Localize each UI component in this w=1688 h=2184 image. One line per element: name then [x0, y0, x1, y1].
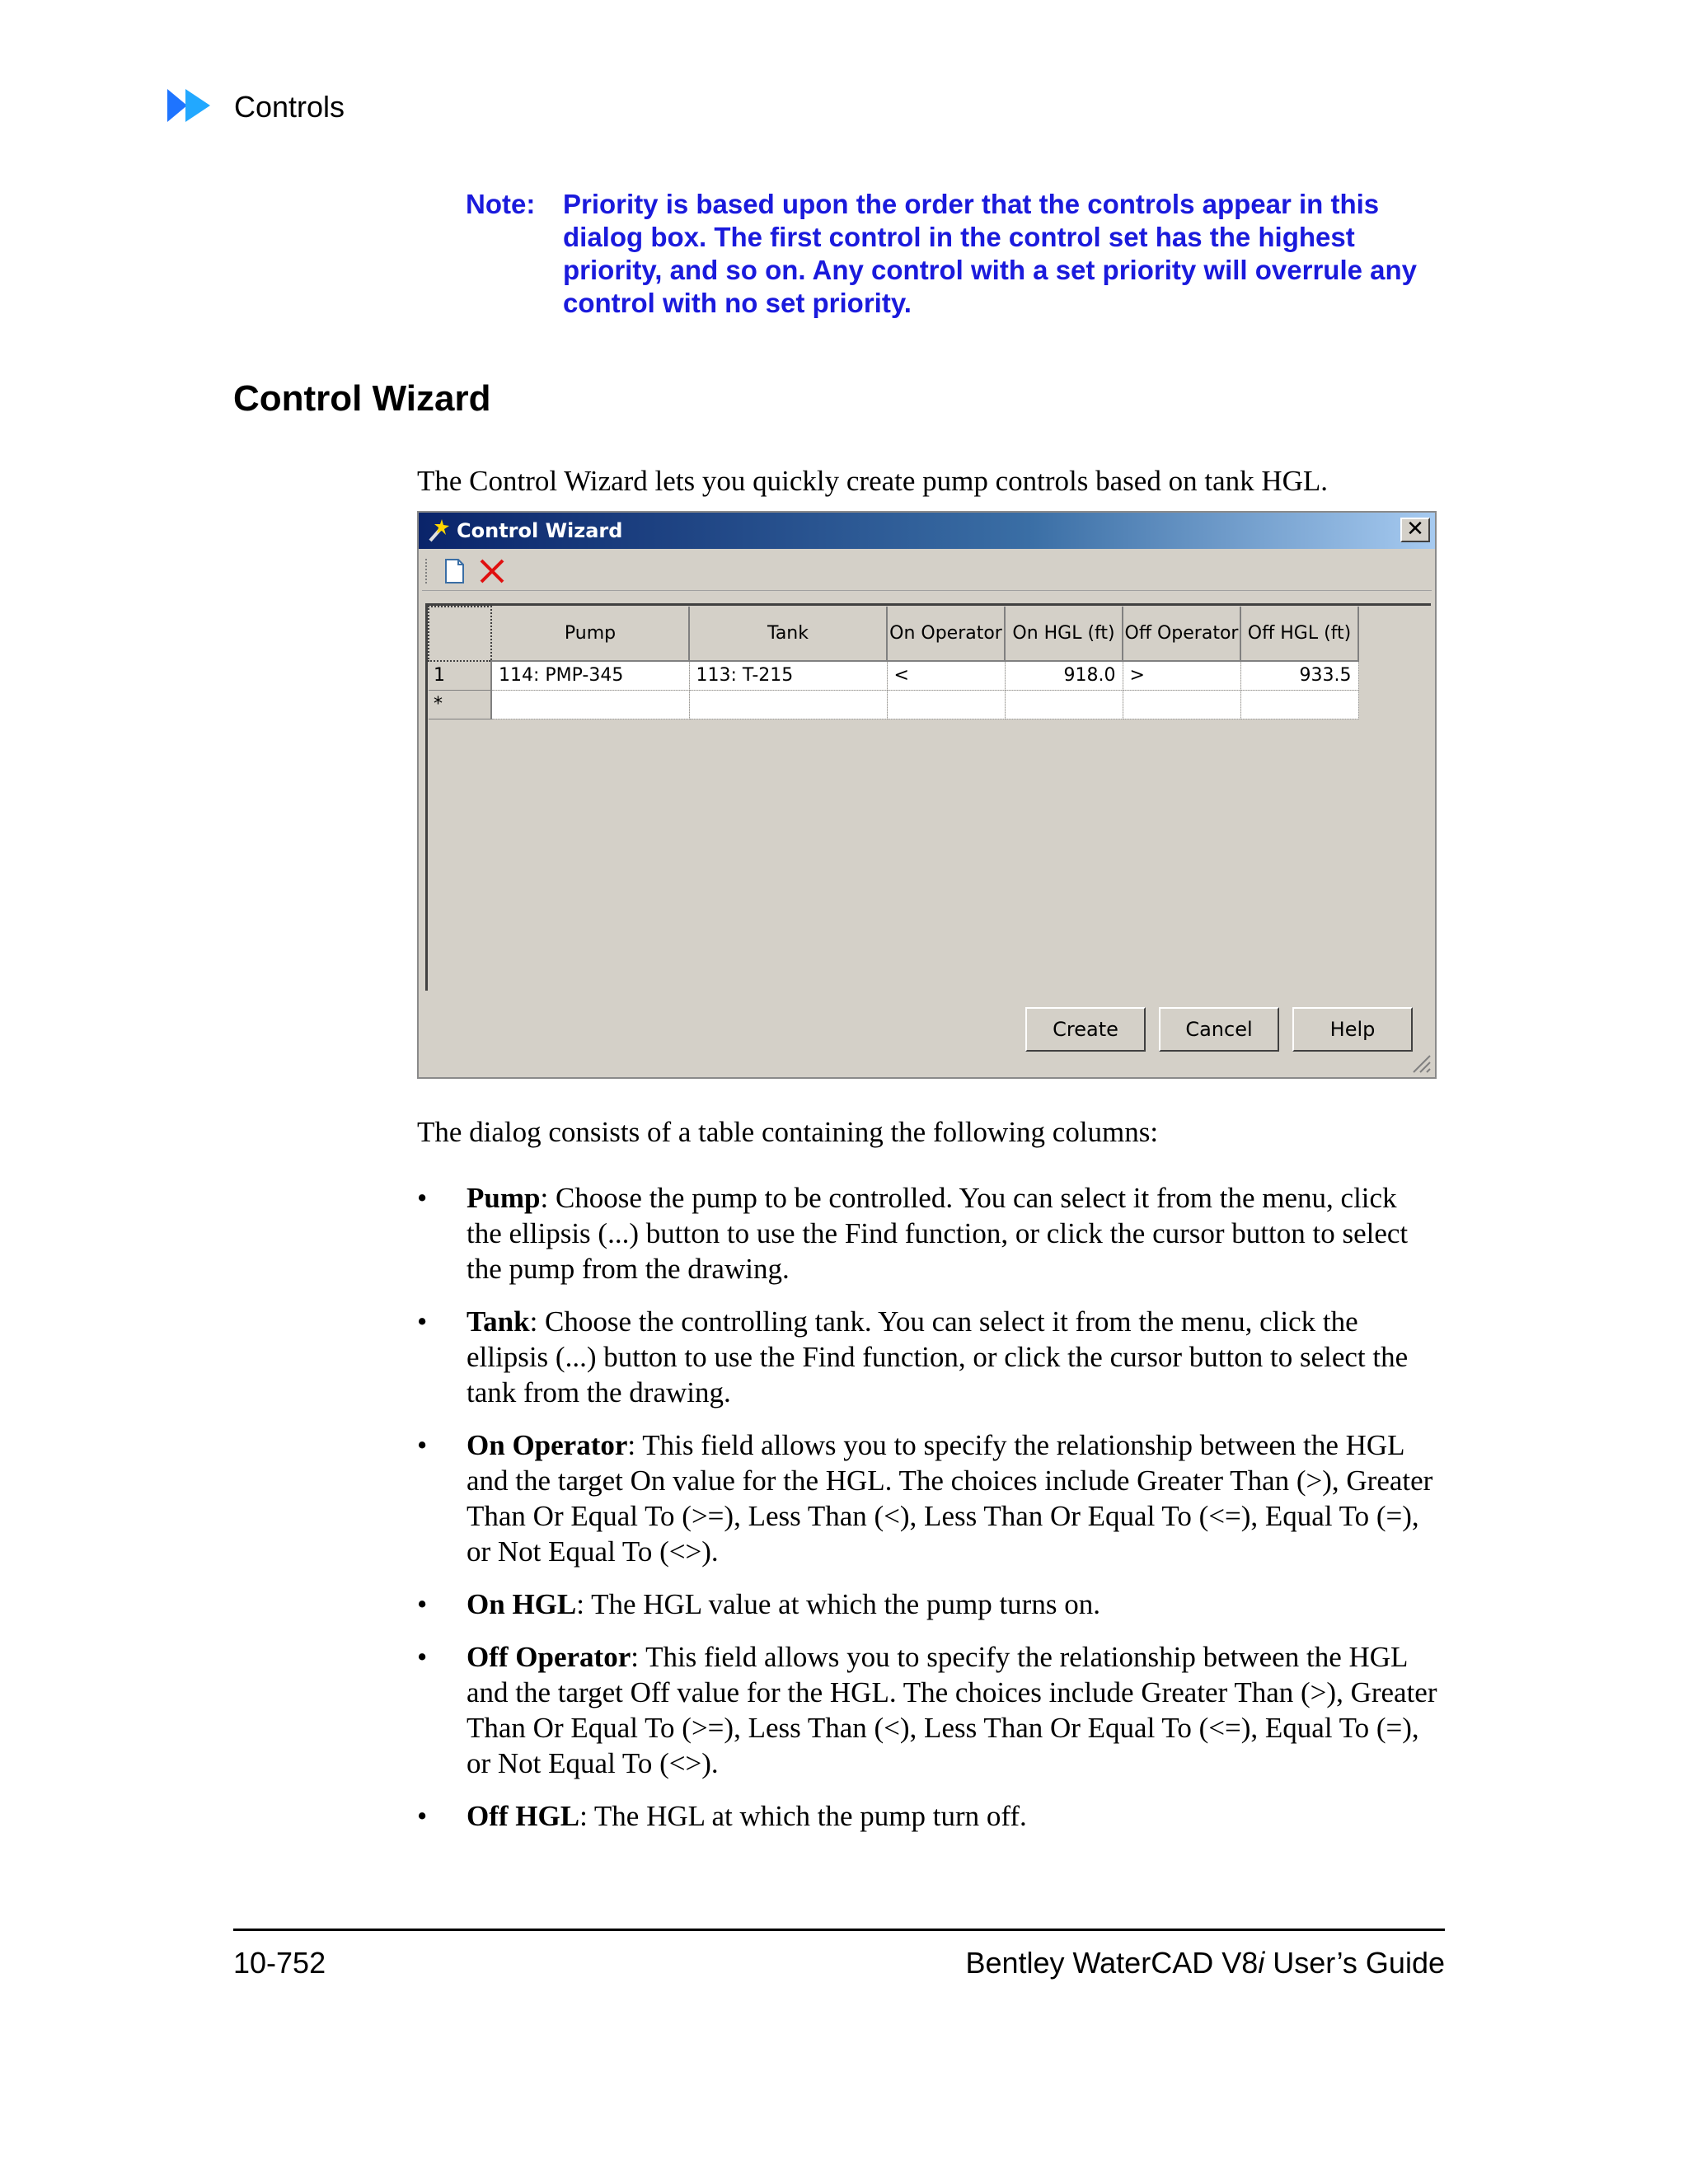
new-document-icon[interactable] — [440, 557, 468, 585]
footer-divider — [233, 1929, 1445, 1931]
list-item-term: Off HGL — [467, 1800, 580, 1832]
bullet-icon: • — [417, 1800, 428, 1832]
new-row-marker[interactable]: * — [429, 691, 491, 719]
double-arrow-icon — [167, 87, 218, 124]
list-item — [417, 1798, 1439, 1834]
on-operator-cell[interactable]: < — [887, 661, 1005, 691]
column-header-tank[interactable]: Tank — [689, 607, 887, 661]
row-header[interactable]: 1 — [429, 661, 491, 691]
pump-cell[interactable] — [491, 691, 689, 719]
running-header-title: Controls — [234, 90, 345, 124]
pump-cell[interactable]: 114: PMP-345 — [491, 661, 689, 691]
list-item-text: : This field allows you to specify the relationship between the HGL and the target Off value for the HGL. The choices include Greater Than (>), Greater Than Or Equal To (>=), Less Than (<), Less Than Or Equal To (<=), Equal To (=), or Not Equal To (<>). — [467, 1641, 1437, 1779]
guide-title-italic: i — [1258, 1946, 1265, 1980]
tank-cell[interactable] — [689, 691, 887, 719]
on-operator-cell[interactable] — [887, 691, 1005, 719]
on-hgl-cell[interactable]: 918.0 — [1005, 661, 1123, 691]
off-hgl-cell[interactable]: 933.5 — [1240, 661, 1358, 691]
control-wizard-dialog — [417, 511, 1437, 1079]
list-item — [417, 1427, 1439, 1569]
column-header-pump[interactable]: Pump — [491, 607, 689, 661]
page-number: 10-752 — [233, 1946, 326, 1980]
table-row — [429, 661, 1358, 691]
create-button[interactable]: Create — [1025, 1007, 1146, 1052]
bullet-icon: • — [417, 1588, 428, 1620]
bullet-icon: • — [417, 1305, 428, 1338]
dialog-toolbar — [422, 552, 1432, 591]
resize-grip-icon[interactable] — [1409, 1051, 1432, 1074]
close-button[interactable] — [1400, 518, 1430, 542]
list-item-term: Off Operator — [467, 1641, 631, 1673]
guide-title-suffix: User’s Guide — [1264, 1946, 1445, 1980]
new-row — [429, 691, 1358, 719]
delete-x-icon[interactable] — [478, 557, 506, 585]
list-item-text: : Choose the controlling tank. You can select it from the menu, click the ellipsis (...) button to use the Find function, or click the cursor button to select the tank from the drawing. — [467, 1305, 1409, 1408]
tank-cell[interactable]: 113: T-215 — [689, 661, 887, 691]
column-header-off-hgl[interactable]: Off HGL (ft) — [1240, 607, 1358, 661]
list-item — [417, 1180, 1439, 1286]
column-descriptions-list — [417, 1180, 1439, 1851]
list-item — [417, 1304, 1439, 1410]
wand-icon — [425, 518, 452, 544]
list-item-term: On HGL — [467, 1588, 577, 1620]
dialog-title: Control Wizard — [457, 519, 623, 542]
column-header-on-hgl[interactable]: On HGL (ft) — [1005, 607, 1123, 661]
toolbar-grip[interactable] — [425, 559, 430, 583]
column-header-off-operator[interactable]: Off Operator — [1123, 607, 1240, 661]
list-item — [417, 1586, 1439, 1622]
controls-grid — [425, 603, 1431, 991]
cancel-button[interactable]: Cancel — [1159, 1007, 1279, 1052]
bullet-icon: • — [417, 1182, 428, 1214]
guide-title-prefix: Bentley WaterCAD V8 — [965, 1946, 1259, 1980]
dialog-titlebar[interactable] — [419, 513, 1435, 549]
close-icon: ✕ — [1406, 517, 1424, 541]
on-hgl-cell[interactable] — [1005, 691, 1123, 719]
guide-title — [965, 1945, 1445, 1981]
off-operator-cell[interactable] — [1123, 691, 1240, 719]
list-item-term: Tank — [467, 1305, 530, 1338]
note-label: Note: — [466, 189, 536, 219]
list-item — [417, 1639, 1439, 1781]
bullet-icon: • — [417, 1641, 428, 1673]
list-item-term: On Operator — [467, 1429, 628, 1461]
grid-corner[interactable] — [429, 607, 491, 661]
list-item-text: : The HGL at which the pump turn off. — [579, 1800, 1027, 1832]
bullet-icon: • — [417, 1429, 428, 1461]
off-hgl-cell[interactable] — [1240, 691, 1358, 719]
help-button[interactable]: Help — [1292, 1007, 1413, 1052]
list-item-text: : Choose the pump to be controlled. You can select it from the menu, click the ellipsis (...) button to use the Find function, or click the cursor button to select the pump from the drawing. — [467, 1182, 1409, 1285]
off-operator-cell[interactable]: > — [1123, 661, 1240, 691]
list-item-text: : This field allows you to specify the relationship between the HGL and the target On value for the HGL. The choices include Greater Than (>), Greater Than Or Equal To (>=), Less Than (<), Less Than Or Equal To (<=), Equal To (=), or Not Equal To (<>). — [467, 1429, 1433, 1568]
columns-intro-paragraph: The dialog consists of a table containing the following columns: — [417, 1116, 1159, 1148]
intro-paragraph: The Control Wizard lets you quickly create pump controls based on tank HGL. — [417, 465, 1329, 497]
note-text: Priority is based upon the order that the controls appear in this dialog box. The first control in the control set has the highest priority, and so on. Any control with a set priority will overrule any control with no set priority. — [563, 189, 1418, 318]
column-header-on-operator[interactable]: On Operator — [887, 607, 1005, 661]
controls-table — [428, 606, 1359, 719]
list-item-term: Pump — [467, 1182, 541, 1214]
section-heading: Control Wizard — [233, 378, 491, 419]
list-item-text: : The HGL value at which the pump turns on. — [576, 1588, 1100, 1620]
